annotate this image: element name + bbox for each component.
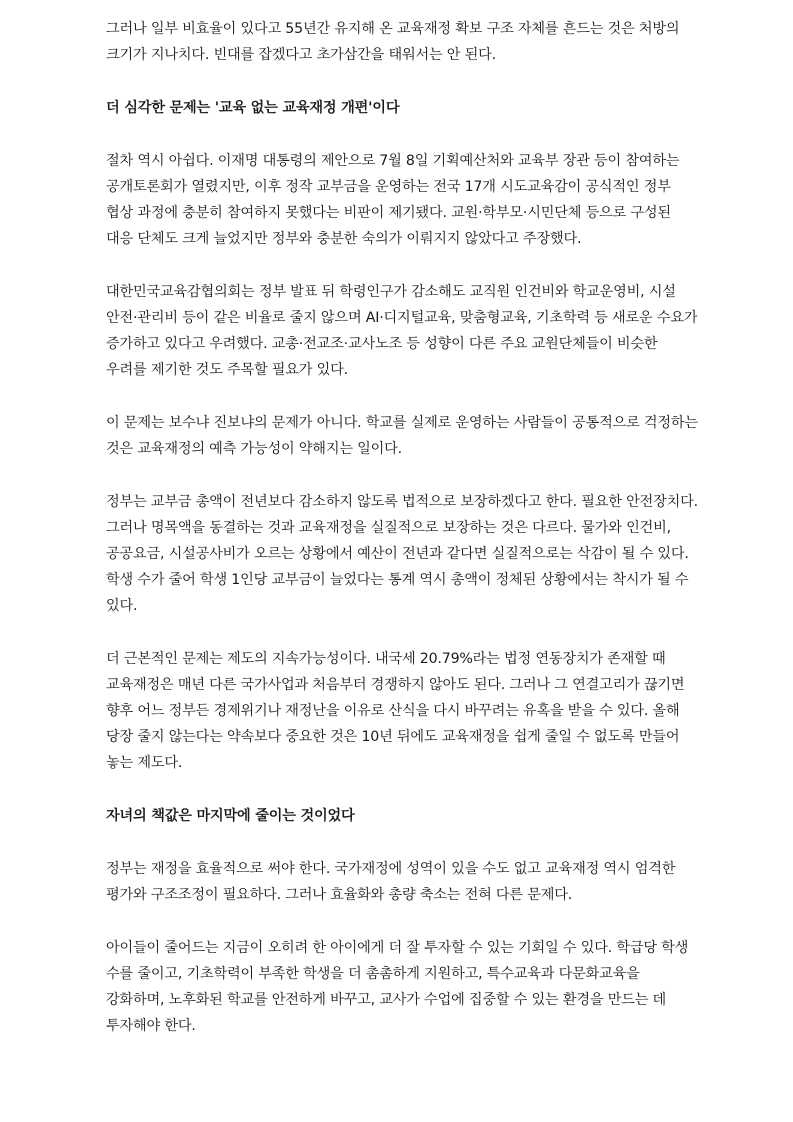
article-body <box>106 16 700 1066</box>
paragraph: 정부는 교부금 총액이 전년보다 감소하지 않도록 법적으로 보장하겠다고 한다. 필요한 안전장치다. 그러나 명목액을 동결하는 것과 교육재정을 실질적으로 보장하는 것은 다르다. 물가와 인건비, 공공요금, 시설공사비가 오르는 상황에서 예산이 전년과 같다면 실질적으로는 삭감이 될 수 있다. 학생 수가 줄어 학생 1인당 교부금이 늘었다는 통계 역시 총액이 정체된 상황에서는 착시가 될 수 있다. <box>106 494 698 614</box>
paragraph: 절차 역시 아쉽다. 이재명 대통령의 제안으로 7월 8일 기획예산처와 교육부 장관 등이 참여하는 공개토론회가 열렸지만, 이후 정작 교부금을 운영하는 전국 17개 시도교육감이 공식적인 정부 협상 과정에 충분히 참여하지 못했다는 비판이 제기됐다. 교원·학부모·시민단체 등으로 구성된 대응 단체도 크게 늘었지만 정부와 충분한 숙의가 이뤄지지 않았다고 주장했다. <box>106 153 680 247</box>
paragraph: 대한민국교육감협의회는 정부 발표 뒤 학령인구가 감소해도 교직원 인건비와 학교운영비, 시설 안전·관리비 등이 같은 비율로 줄지 않으며 AI·디지털교육, 맞춤형교육, 기초학력 등 새로운 수요가 증가하고 있다고 우려했다. 교총·전교조·교사노조 등 성향이 다른 주요 교원단체들이 비슷한 우려를 제기한 것도 주목할 필요가 있다. <box>106 284 698 378</box>
paragraph: 그러나 일부 비효율이 있다고 55년간 유지해 온 교육재정 확보 구조 자체를 흔드는 것은 처방의 크기가 지나치다. 빈대를 잡겠다고 초가삼간을 태워서는 안 된다. <box>106 21 680 63</box>
paragraph: 정부는 재정을 효율적으로 써야 한다. 국가재정에 성역이 있을 수도 없고 교육재정 역시 엄격한 평가와 구조조정이 필요하다. 그러나 효율화와 총량 축소는 전혀 다른 문제다. <box>106 861 676 903</box>
paragraph: 더 근본적인 문제는 제도의 지속가능성이다. 내국세 20.79%라는 법정 연동장치가 존재할 때 교육재정은 매년 다른 국가사업과 처음부터 경쟁하지 않아도 된다. 그러나 그 연결고리가 끊기면 향후 어느 정부든 경제위기나 재정난을 이유로 산식을 다시 바꾸려는 유혹을 받을 수 있다. 올해 당장 줄지 않는다는 약속보다 중요한 것은 10년 뒤에도 교육재정을 쉽게 줄일 수 없도록 만들어 놓는 제도다. <box>106 651 685 771</box>
paragraph: 이 문제는 보수냐 진보냐의 문제가 아니다. 학교를 실제로 운영하는 사람들이 공통적으로 걱정하는 것은 교육재정의 예측 가능성이 약해지는 일이다. <box>106 415 698 457</box>
section-heading: 더 심각한 문제는 '교육 없는 교육재정 개편'이다 <box>106 100 400 116</box>
paragraph: 아이들이 줄어드는 지금이 오히려 한 아이에게 더 잘 투자할 수 있는 기회일 수 있다. 학급당 학생 수를 줄이고, 기초학력이 부족한 학생을 더 촘촘하게 지원하고, 특수교육과 다문화교육을 강화하며, 노후화된 학교를 안전하게 바꾸고, 교사가 수업에 집중할 수 있는 환경을 만드는 데 투자해야 한다. <box>106 940 689 1034</box>
section-heading: 자녀의 책값은 마지막에 줄이는 것이었다 <box>106 808 355 824</box>
